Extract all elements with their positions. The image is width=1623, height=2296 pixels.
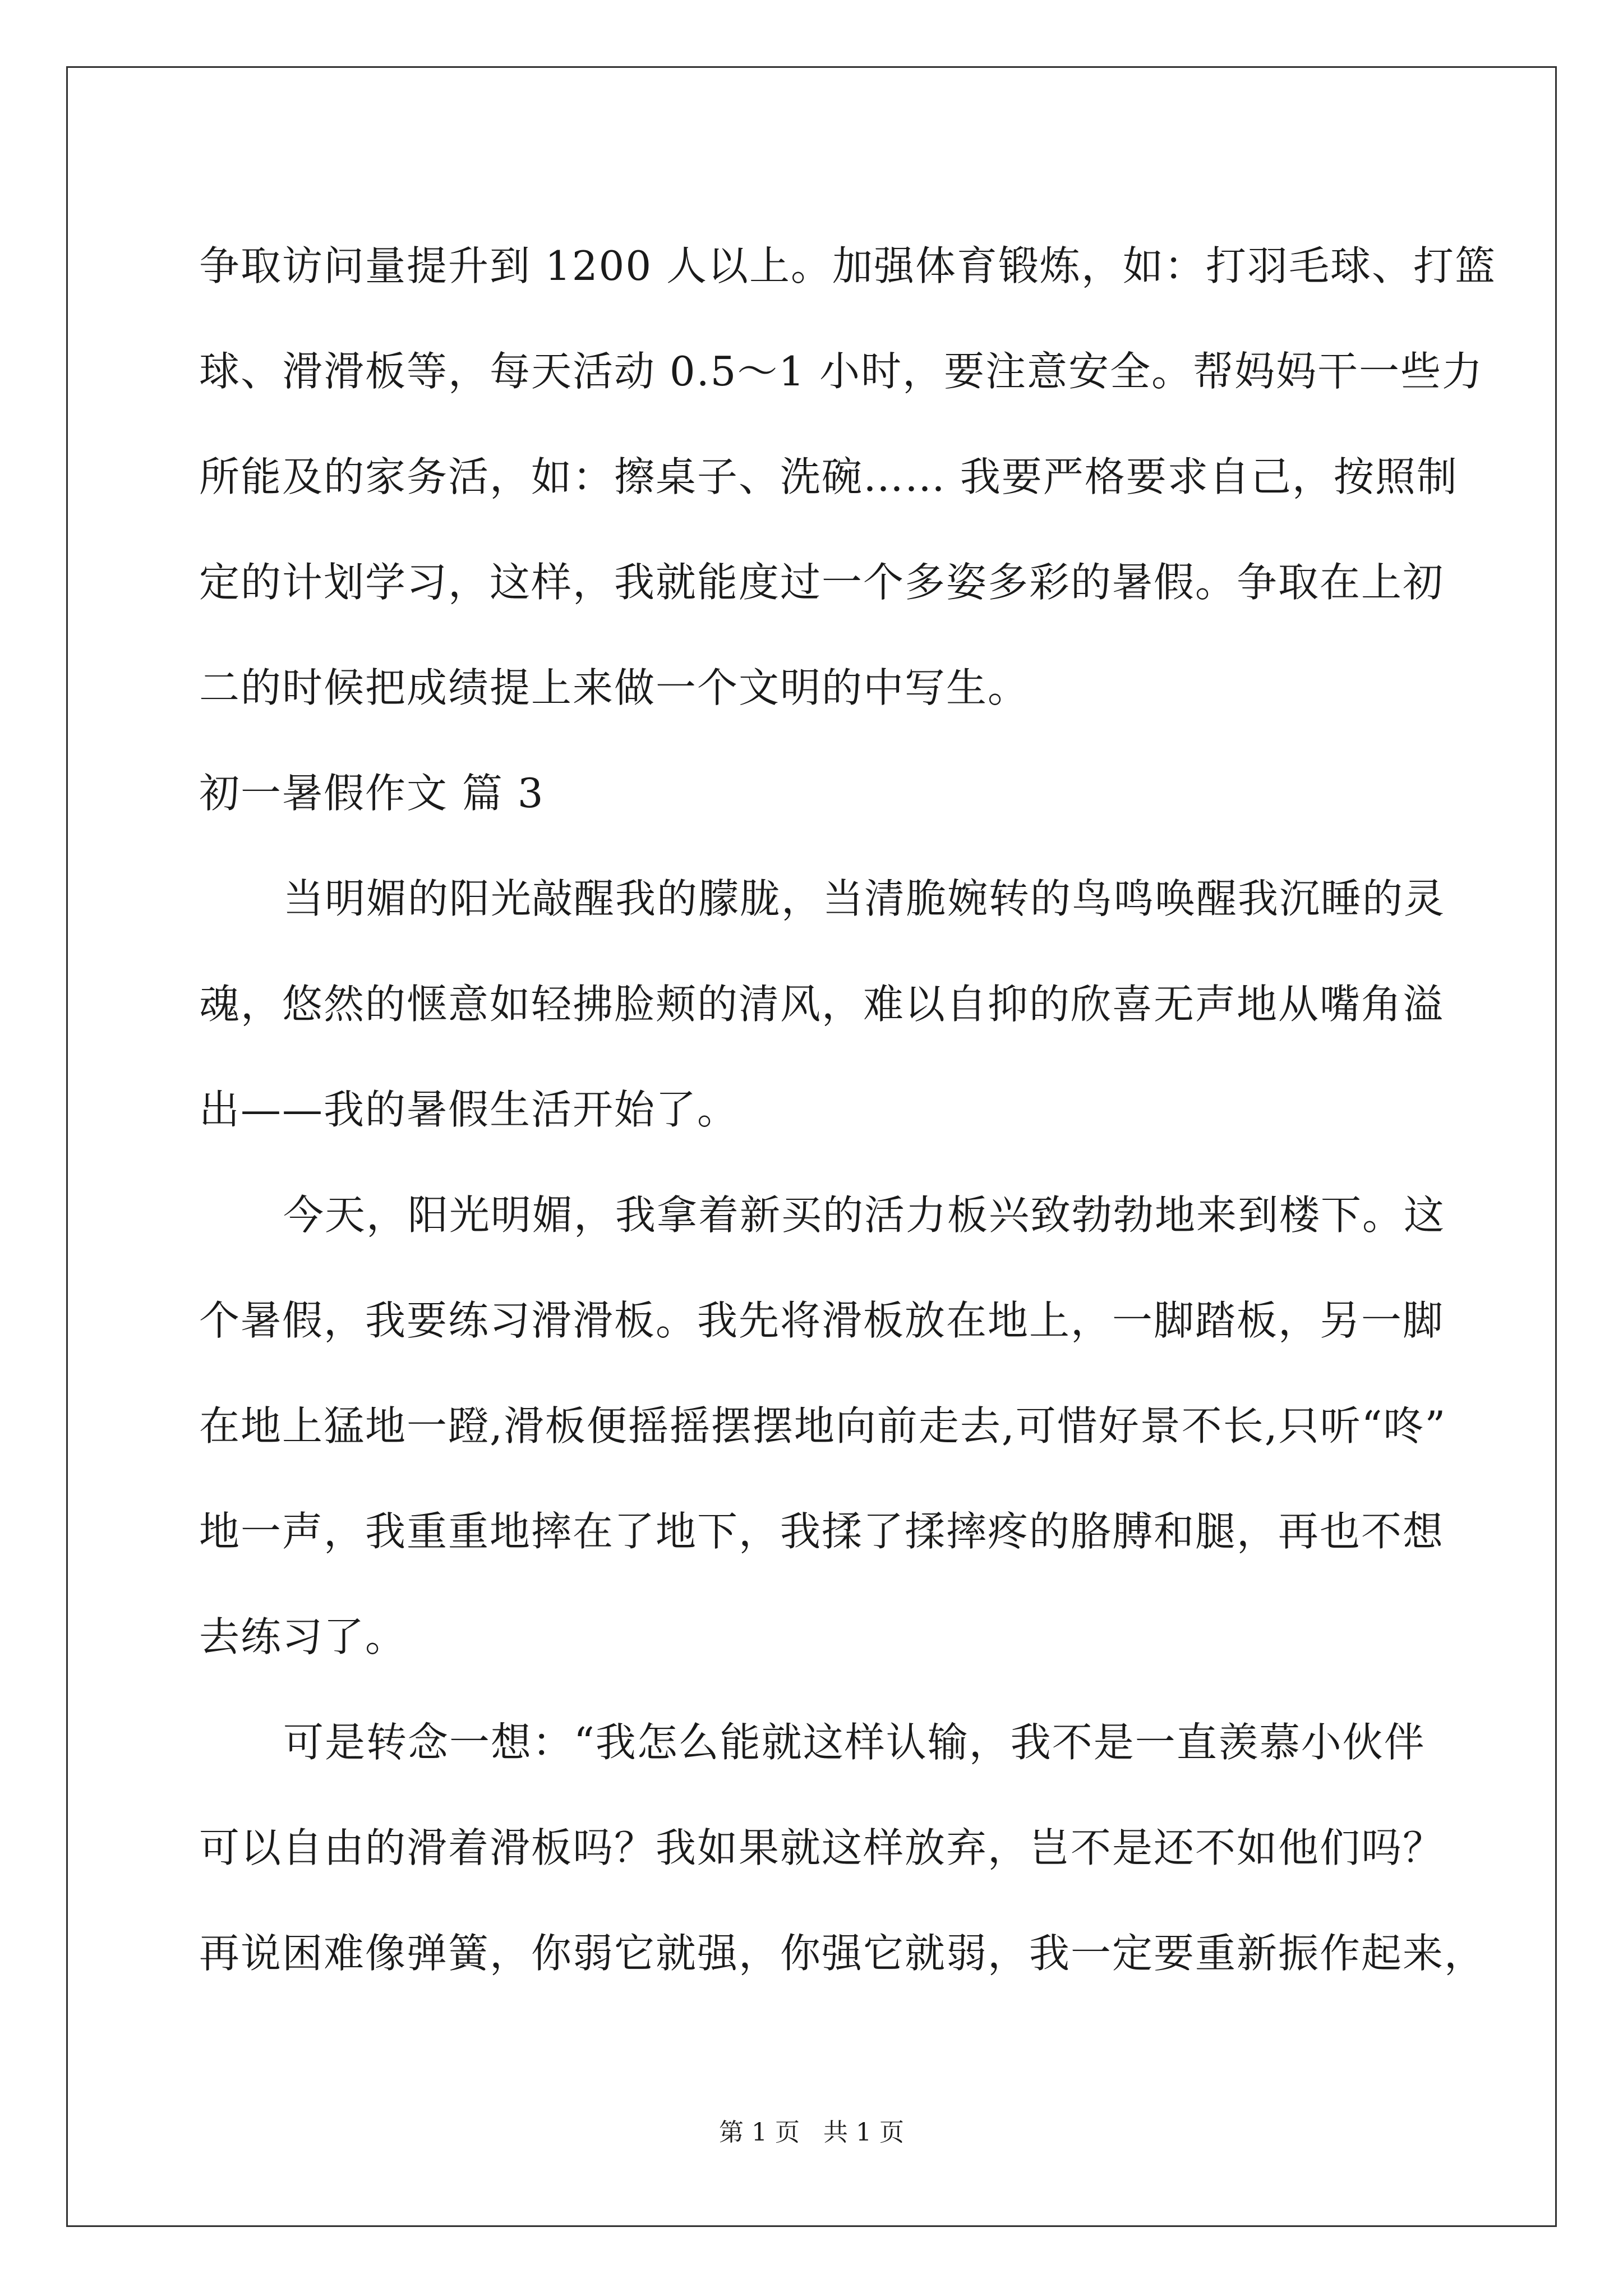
document-body — [199, 213, 1497, 2006]
paragraph-start: 可是转念一想：“我怎么能就这样认输，我不是一直羡慕小伙伴 — [283, 1719, 1426, 1766]
text-line: 魂，悠然的惬意如轻拂脸颊的清风，难以自抑的欣喜无声地从嘴角溢 — [199, 981, 1445, 1028]
text-line: 地一声，我重重地摔在了地下，我揉了揉摔疼的胳膊和腿，再也不想 — [199, 1508, 1445, 1555]
page-total: 共 1 页 — [823, 2118, 904, 2147]
text-line: 所能及的家务活，如：擦桌子、洗碗…… 我要严格要求自己，按照制 — [199, 453, 1458, 500]
section-heading: 初一暑假作文 篇 3 — [199, 770, 545, 817]
text-line: 再说困难像弹簧，你弱它就强，你强它就弱，我一定要重新振作起来， — [199, 1930, 1486, 1977]
text-line: 出——我的暑假生活开始了。 — [199, 1086, 739, 1133]
text-line: 二的时候把成绩提上来做一个文明的中写生。 — [199, 664, 1030, 711]
text-line: 去练习了。 — [199, 1613, 407, 1660]
text-line: 争取访问量提升到 1200 人以上。加强体育锻炼，如：打羽毛球、打篮 — [199, 242, 1497, 289]
text-line: 可以自由的滑着滑板吗？我如果就这样放弃，岂不是还不如他们吗？ — [199, 1824, 1445, 1871]
text-line: 在地上猛地一蹬,滑板便摇摇摆摆地向前走去,可惜好景不长,只听“咚” — [199, 1402, 1447, 1450]
text-line: 定的计划学习，这样，我就能度过一个多姿多彩的暑假。争取在上初 — [199, 559, 1445, 606]
text-line: 球、滑滑板等，每天活动 0.5～1 小时，要注意安全。帮妈妈干一些力 — [199, 348, 1484, 395]
text-line: 个暑假，我要练习滑滑板。我先将滑板放在地上，一脚踏板，另一脚 — [199, 1297, 1445, 1344]
page-footer — [0, 2116, 1623, 2150]
paragraph-start: 今天，阳光明媚，我拿着新买的活力板兴致勃勃地来到楼下。这 — [283, 1191, 1446, 1239]
paragraph-start: 当明媚的阳光敲醒我的朦胧，当清脆婉转的鸟鸣唤醒我沉睡的灵 — [283, 875, 1446, 922]
page-number: 第 1 页 — [719, 2118, 800, 2147]
